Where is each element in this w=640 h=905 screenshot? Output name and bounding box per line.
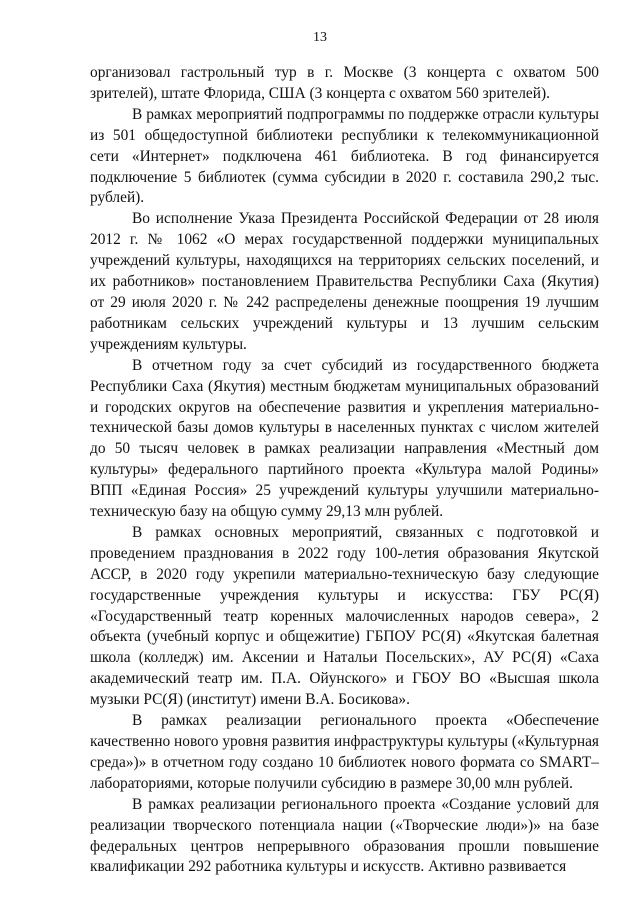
paragraph-tour-continuation: организовал гастрольный тур в г. Москве (3 концерта с охватом 500 зрителей), штате Флорида, США (3 концерта с охватом 560 зрителей). xyxy=(90,64,599,102)
paragraph-cultural-environment: В рамках реализации регионального проекта «Обеспечение качественно нового уровня развития инфраструктуры культуры («Культурная среда»)» в отчетном году создано 10 библиотек нового формата со SMART–лабораториями, которые получили субсидию в размере 30,00 млн рублей. xyxy=(90,712,599,792)
paragraph-library-internet: В рамках мероприятий подпрограммы по поддержке отрасли культуры из 501 общедоступной библиотеки республики к телекоммуникационной сети «Интернет» подключена 461 библиотека. В год финансируется подключение 5 библиотек (сумма субсидии в 2020 г. составила 290,2 тыс. рублей). xyxy=(90,105,599,207)
paragraph-culture-houses: В отчетном году за счет субсидий из государственного бюджета Республики Саха (Якутия) местным бюджетам муниципальных образований и городских округов на обеспечение развития и укрепления материально-технической базы домов культуры в населенных пунктах с числом жителей до 50 тысяч человек в рамках реализации направления «Местный дом культуры» федерального партийного проекта «Культура малой Родины» ВПП «Единая Россия» 25 учреждений культуры улучшили материально-техническую базу на общую сумму 29,13 млн рублей. xyxy=(90,356,599,521)
paragraph-yakut-assr-anniversary: В рамках основных мероприятий, связанных с подготовкой и проведением празднования в 2022 году 100-летия образования Якутской АССР, в 2020 году укрепили материально-техническую базу следующие государственные учреждения культуры и искусства: ГБУ РС(Я) «Государственный театр коренных малочисленных народов севера», 2 объекта (учебный корпус и общежитие) ГБПОУ РС(Я) «Якутская балетная школа (колледж) им. Аксении и Натальи Посельских», АУ РС(Я) «Саха академический театр им. П.А. Ойунского» и ГБОУ ВО «Высшая школа музыки РС(Я) (институт) имени В.А. Босикова». xyxy=(90,523,599,709)
page-number: 13 xyxy=(313,30,327,45)
paragraph-presidential-decree: Во исполнение Указа Президента Российской Федерации от 28 июля 2012 г. № 1062 «О мерах государственной поддержки муниципальных учреждений культуры, находящихся на территориях сельских поселений, и их работников» постановлением Правительства Республики Саха (Якутия) от 29 июля 2020 г. № 242 распределены денежные поощрения 19 лучшим работникам сельских учреждений культуры и 13 лучшим сельским учреждениям культуры. xyxy=(90,210,599,353)
paragraph-creative-people: В рамках реализации регионального проекта «Создание условий для реализации творческого потенциала нации («Творческие люди»)» на базе федеральных центров непрерывного образования прошли повышение квалификации 292 работника культуры и искусств. Активно развивается xyxy=(90,795,599,876)
document-body xyxy=(90,63,599,878)
